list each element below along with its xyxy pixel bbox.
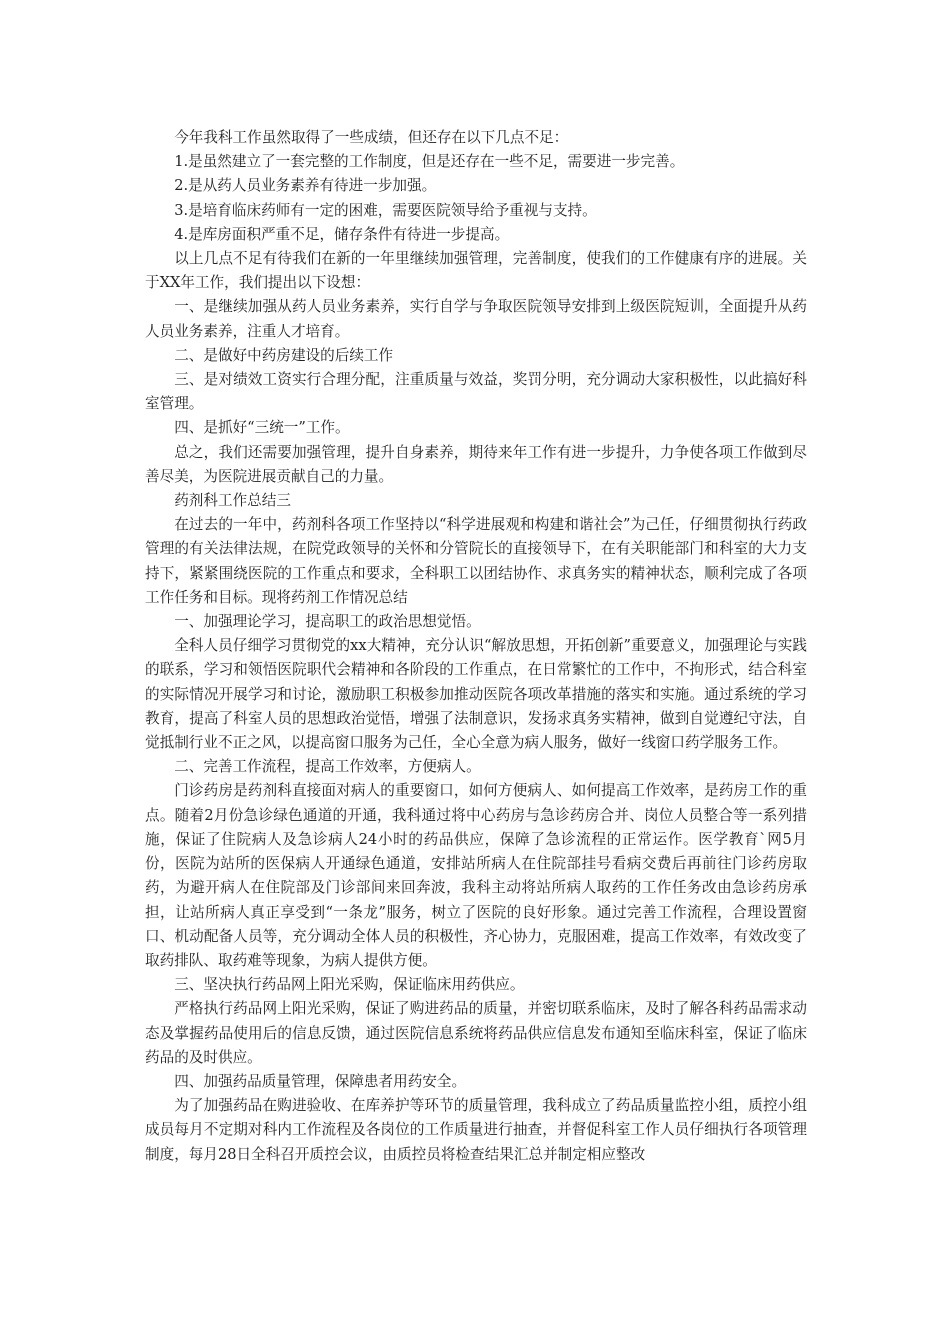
section-title: 药剂科工作总结三 <box>174 492 291 510</box>
paragraph-theory-study: 全科人员仔细学习贯彻党的xx大精神，充分认识“解放思想，开拓创新”重要意义，加强理论与实践的联系，学习和领悟医院职代会精神和各阶段的工作重点，在日常繁忙的工作中，不拘形式，结合科室的实际情况开展学习和讨论，激励职工积极参加推动医院各项改革措施的落实和实施。通过系统的学习教育，提高了科室人员的思想政治觉悟，增强了法制意识，发扬求真务实精神，做到自觉遵纪守法，自觉抵制行业不正之风，以提高窗口服务为己任，全心全意为病人服务，做好一线窗口药学服务工作。 <box>145 637 807 752</box>
paragraph-shortcoming-4: 4.是库房面积严重不足，储存条件有待进一步提高。 <box>174 225 510 243</box>
paragraph-plan-3: 三、是对绩效工资实行合理分配，注重质量与效益，奖罚分明，充分调动大家积极性，以此搞好科室管理。 <box>145 371 807 413</box>
paragraph-shortcoming-2: 2.是从药人员业务素养有待进一步加强。 <box>174 177 437 195</box>
paragraph-plan-4: 四、是抓好“三统一”工作。 <box>174 419 350 437</box>
heading-workflow: 二、完善工作流程，提高工作效率，方便病人。 <box>174 758 481 776</box>
paragraph-plan-2: 二、是做好中药房建设的后续工作 <box>174 346 394 364</box>
paragraph-plan-1: 一、是继续加强从药人员业务素养，实行自学与争取医院领导安排到上级医院短训，全面提升从药人员业务素养，注重人才培育。 <box>145 298 807 340</box>
paragraph-procurement: 严格执行药品网上阳光采购，保证了购进药品的质量，并密切联系临床，及时了解各科药品需求动态及掌握药品使用后的信息反馈，通过医院信息系统将药品供应信息发布通知至临床科室，保证了临床药品的及时供应。 <box>145 1000 807 1066</box>
document-body <box>145 126 807 1167</box>
heading-quality: 四、加强药品质量管理，保障患者用药安全。 <box>174 1072 467 1090</box>
paragraph-workflow: 门诊药房是药剂科直接面对病人的重要窗口，如何方便病人、如何提高工作效率，是药房工作的重点。随着2月份急诊绿色通道的开通，我科通过将中心药房与急诊药房合并、岗位人员整合等一系列措施，保证了住院病人及急诊病人24小时的药品供应，保障了急诊流程的正常运作。医学教育`网5月份，医院为站所的医保病人开通绿色通道，安排站所病人在住院部挂号看病交费后再前往门诊药房取药，为避开病人在住院部及门诊部间来回奔波，我科主动将站所病人取药的工作任务改由急诊药房承担，让站所病人真正享受到“一条龙”服务，树立了医院的良好形象。通过完善工作流程，合理设置窗口、机动配备人员等，充分调动全体人员的积极性，齐心协力，克服困难，提高工作效率，有效改变了取药排队、取药难等现象，为病人提供方便。 <box>145 782 807 969</box>
heading-theory-study: 一、加强理论学习，提高职工的政治思想觉悟。 <box>174 613 481 631</box>
paragraph-shortcoming-1: 1.是虽然建立了一套完整的工作制度，但是还存在一些不足，需要进一步完善。 <box>174 153 685 171</box>
paragraph-quality: 为了加强药品在购进验收、在库养护等环节的质量管理，我科成立了药品质量监控小组，质控小组成员每月不定期对科内工作流程及各岗位的工作质量进行抽查，并督促科室工作人员仔细执行各项管理制度，每月28日全科召开质控会议，由质控员将检查结果汇总并制定相应整改 <box>145 1097 807 1163</box>
paragraph-conclusion: 总之，我们还需要加强管理，提升自身素养，期待来年工作有进一步提升，力争使各项工作做到尽善尽美，为医院进展贡献自己的力量。 <box>145 443 807 485</box>
paragraph-shortcoming-3: 3.是培育临床药师有一定的困难，需要医院领导给予重视与支持。 <box>174 201 597 219</box>
paragraph-plan-intro: 以上几点不足有待我们在新的一年里继续加强管理，完善制度，使我们的工作健康有序的进展。关于XX年工作，我们提出以下设想： <box>145 250 807 292</box>
paragraph-intro: 今年我科工作虽然取得了一些成绩，但还存在以下几点不足： <box>174 129 569 146</box>
paragraph-overview: 在过去的一年中，药剂科各项工作坚持以“科学进展观和构建和谐社会”为己任，仔细贯彻执行药政管理的有关法律法规，在院党政领导的关怀和分管院长的直接领导下，在有关职能部门和科室的大力支持下，紧紧围绕医院的工作重点和要求，全科职工以团结协作、求真务实的精神状态，顺利完成了各项工作任务和目标。现将药剂工作情况总结 <box>145 516 807 606</box>
heading-procurement: 三、坚决执行药品网上阳光采购，保证临床用药供应。 <box>174 976 525 994</box>
